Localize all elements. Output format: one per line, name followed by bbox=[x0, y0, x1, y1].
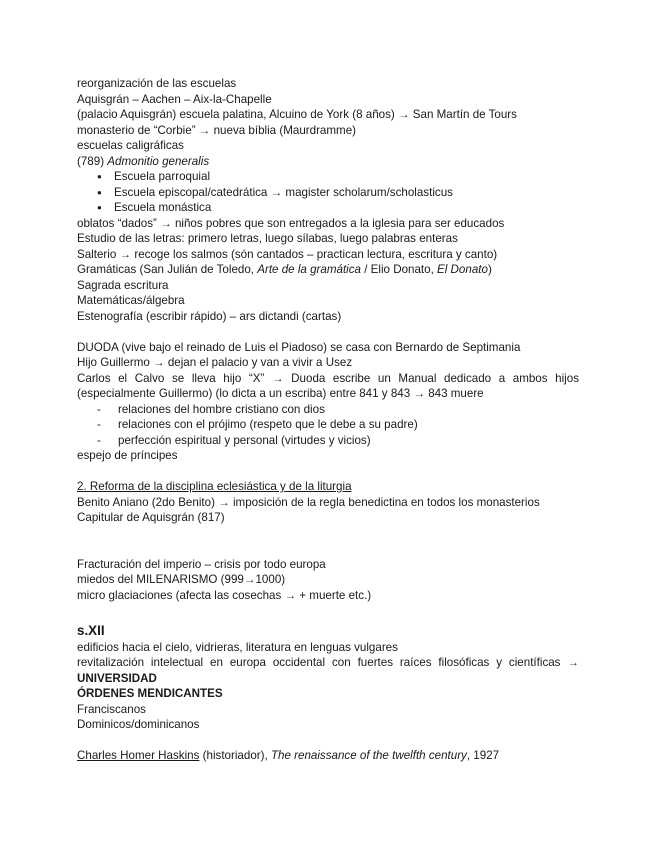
text-line: Salterio → recoge los salmos (són cantados – practican lectura, escritura y canto) bbox=[77, 247, 498, 261]
text-line: edificios hacia el cielo, vidrieras, literatura en lenguas vulgares bbox=[77, 640, 398, 654]
spacer bbox=[77, 324, 579, 340]
text-line: Dominicos/dominicanos bbox=[77, 718, 200, 731]
italic-title: El Donato bbox=[437, 263, 488, 276]
section-title bbox=[77, 479, 579, 495]
text-span: (historiador), bbox=[199, 749, 271, 762]
text-line: Carlos el Calvo se lleva hijo “X” → Duoda escribe un Manual dedicado a ambos hijos bbox=[77, 371, 579, 385]
text-line: Estenografía (escribir rápido) – ars dictandi (cartas) bbox=[77, 309, 342, 323]
text-line: monasterio de “Corbie” → nueva bíblia (Maurdramme) bbox=[77, 123, 357, 137]
text-line: micro glaciaciones (afecta las cosechas → + muerte etc.) bbox=[77, 588, 372, 602]
bold-line: UNIVERSIDAD bbox=[77, 671, 157, 685]
text-span: Gramáticas (San Julián de Toledo, bbox=[77, 263, 258, 276]
text-line: Fracturación del imperio – crisis por todo europa bbox=[77, 557, 326, 571]
spacer bbox=[77, 603, 579, 619]
text-line bbox=[77, 154, 579, 170]
text-line: Sagrada escritura bbox=[77, 278, 169, 292]
italic-title: The renaissance of the twelfth century bbox=[270, 749, 467, 762]
text-line: (especialmente Guillermo) (lo dicta a un escriba) entre 841 y 843 → 843 muere bbox=[77, 387, 484, 400]
author-link[interactable]: Charles Homer Haskins bbox=[77, 749, 200, 762]
text-line: Franciscanos bbox=[77, 702, 146, 716]
italic-title: Admonitio generalis bbox=[107, 154, 210, 168]
spacer bbox=[77, 464, 579, 480]
text-line: Estudio de las letras: primero letras, luego sílabas, luego palabras enteras bbox=[77, 232, 458, 245]
spacer bbox=[77, 733, 579, 749]
text-line: (palacio Aquisgrán) escuela palatina, Alcuino de York (8 años) → San Martín de Tours bbox=[77, 108, 517, 121]
text-span: / Elio Donato, bbox=[360, 263, 438, 276]
text-span: ) bbox=[487, 263, 492, 276]
text-line: miedos del MILENARISMO (999→1000) bbox=[77, 573, 286, 586]
century-heading: s.XII bbox=[77, 622, 105, 638]
text-span: , 1927 bbox=[466, 749, 500, 762]
citation-line bbox=[77, 748, 579, 764]
section-title-text: 2. Reforma de la disciplina eclesiástica y de la liturgia bbox=[77, 480, 352, 493]
dash-item: - relaciones del hombre cristiano con dios bbox=[77, 402, 579, 418]
text-line: revitalización intelectual en europa occidental con fuertes raíces filosóficas y científicas → bbox=[77, 656, 579, 669]
bold-line: ÓRDENES MENDICANTES bbox=[77, 687, 223, 700]
italic-title: Arte de la gramática bbox=[257, 263, 361, 276]
text-line: Capitular de Aquisgrán (817) bbox=[77, 511, 225, 524]
text-line: Matemáticas/álgebra bbox=[77, 294, 185, 307]
spacer bbox=[77, 526, 579, 542]
document-page bbox=[77, 76, 579, 764]
dash-item: - perfección espiritual y personal (virtudes y vicios) bbox=[77, 433, 579, 449]
text-line bbox=[77, 262, 579, 278]
bullet-item: ● Escuela monástica bbox=[77, 200, 579, 216]
text-line: reorganización de las escuelas bbox=[77, 77, 237, 90]
text-line: escuelas caligráficas bbox=[77, 139, 184, 152]
text-line: Benito Aniano (2do Benito) → imposición de la regla benedictina en todos los monasterios bbox=[77, 495, 540, 509]
text-line: DUODA (vive bajo el reinado de Luis el Piadoso) se casa con Bernardo de Septimania bbox=[77, 340, 521, 354]
text-line: Aquisgrán – Aachen – Aix-la-Chapelle bbox=[77, 92, 272, 106]
bullet-item: ● Escuela parroquial bbox=[77, 169, 579, 185]
spacer bbox=[77, 541, 579, 557]
dash-item: - relaciones con el prójimo (respeto que le debe a su padre) bbox=[77, 417, 579, 433]
bullet-item: ● Escuela episcopal/catedrática → magister scholarum/scholasticus bbox=[77, 185, 579, 201]
text-line: espejo de príncipes bbox=[77, 449, 178, 462]
text-span: (789) bbox=[77, 154, 108, 168]
text-line: oblatos “dados” → niños pobres que son entregados a la iglesia para ser educados bbox=[77, 216, 505, 230]
text-line: Hijo Guillermo → dejan el palacio y van a vivir a Usez bbox=[77, 356, 353, 369]
